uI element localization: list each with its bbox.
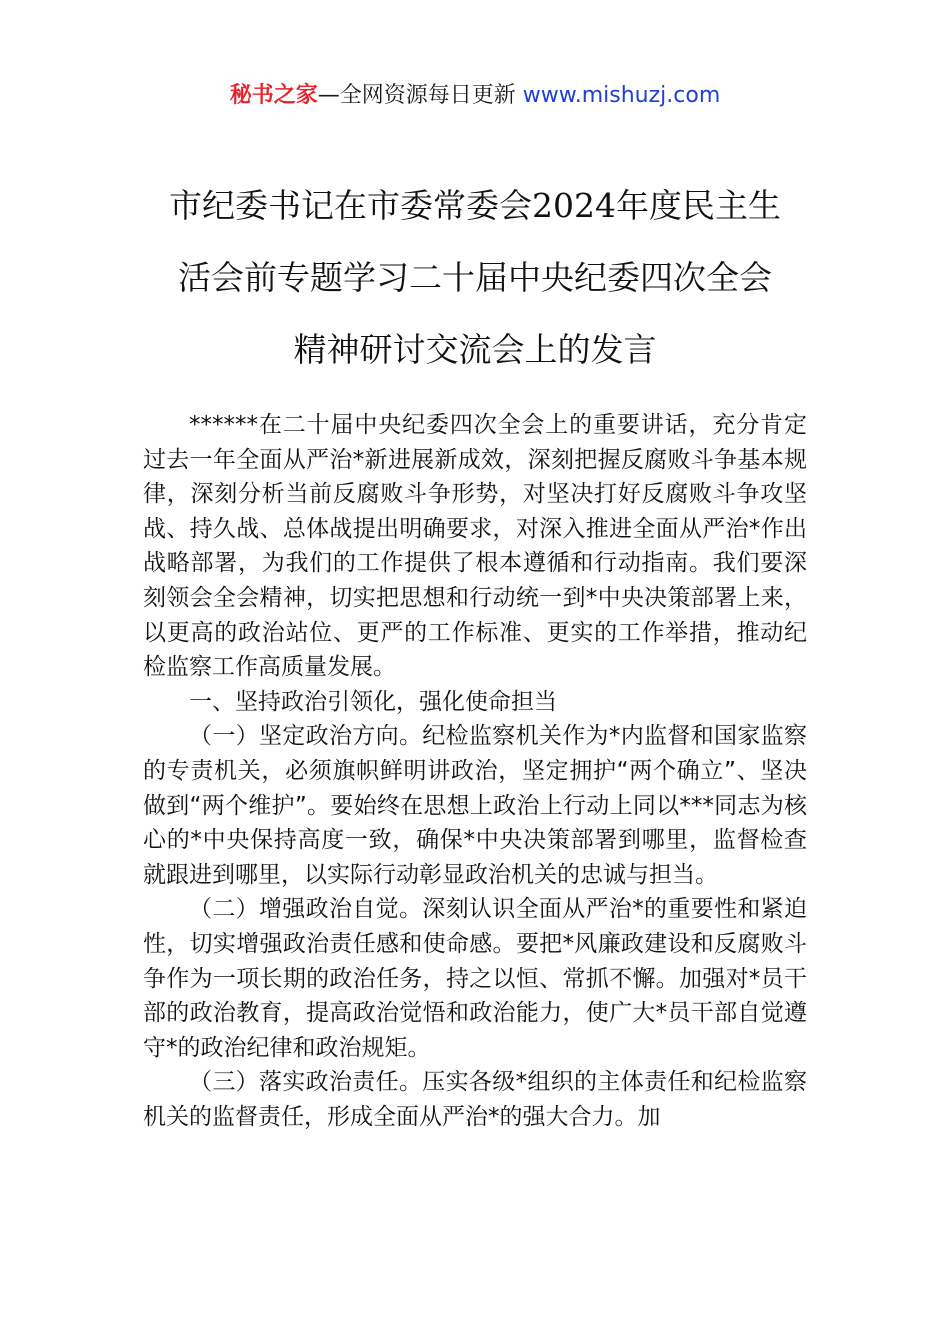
- site-brand: 秘书之家: [229, 83, 318, 108]
- title-line: 市纪委书记在市委常委会2024年度民主生: [169, 186, 781, 225]
- body-paragraph: （三）落实政治责任。压实各级*组织的主体责任和纪检监察机关的监督责任，形成全面从严治*的强大合力。加: [143, 1069, 807, 1130]
- section-heading: 一、坚持政治引领化，强化使命担当: [189, 688, 557, 715]
- title-line: 精神研讨交流会上的发言: [293, 330, 657, 369]
- body-paragraph: （二）增强政治自觉。深刻认识全面从严治*的重要性和紧迫性，切实增强政治责任感和使命感。要把*风廉政建设和反腐败斗争作为一项长期的政治任务，持之以恒、常抓不懈。加强对*员干部的政治教育，提高政治觉悟和政治能力，使广大*员干部自觉遵守*的政治纪律和政治规矩。: [143, 896, 807, 1061]
- document-body: [143, 408, 807, 1134]
- site-url-link[interactable]: www.mishuzj.com: [522, 83, 721, 108]
- body-paragraph: （一）坚定政治方向。纪检监察机关作为*内监督和国家监察的专责机关，必须旗帜鲜明讲政治，坚定拥护“两个确立”、坚决做到“两个维护”。要始终在思想上政治上行动上同以***同志为核心的*中央保持高度一致，确保*中央决策部署到哪里，监督检查就跟进到哪里，以实际行动彰显政治机关的忠诚与担当。: [143, 723, 807, 888]
- title-line: 活会前专题学习二十届中央纪委四次全会: [178, 258, 772, 297]
- site-header: [0, 80, 950, 112]
- site-tagline: —全网资源每日更新: [317, 83, 516, 108]
- intro-paragraph: ******在二十届中央纪委四次全会上的重要讲话，充分肯定过去一年全面从严治*新进展新成效，深刻把握反腐败斗争基本规律，深刻分析当前反腐败斗争形势，对坚决打好反腐败斗争攻坚战、持久战、总体战提出明确要求，对深入推进全面从严治*作出战略部署，为我们的工作提供了根本遵循和行动指南。我们要深刻领会全会精神，切实把思想和行动统一到*中央决策部署上来，以更高的政治站位、更严的工作标准、更实的工作举措，推动纪检监察工作高质量发展。: [143, 412, 807, 681]
- document-title: [140, 170, 810, 386]
